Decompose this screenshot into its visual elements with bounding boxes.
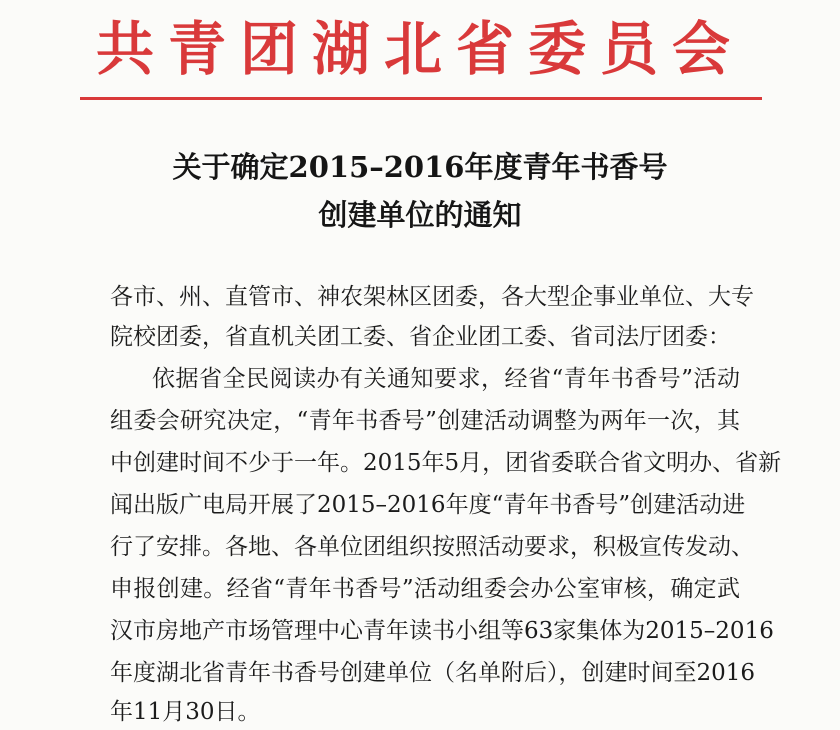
body-line-6: 申报创建。经省“青年书香号”活动组委会办公室审核，确定武 (110, 576, 740, 602)
body-line-3: 中创建时间不少于一年。2015年5月，团省委联合省文明办、省新 (110, 450, 782, 476)
body-line-4: 闻出版广电局开展了2015–2016年度“青年书香号”创建活动进 (110, 492, 746, 518)
body-line-5: 行了安排。各地、各单位团组织按照活动要求，积极宣传发动、 (110, 534, 754, 560)
body-line-1: 依据省全民阅读办有关通知要求，经省“青年书香号”活动 (152, 366, 740, 392)
document-title-line-2: 创建单位的通知 (318, 198, 522, 232)
issuing-organization-header: 共青团湖北省委员会 (95, 15, 744, 83)
body-line-7: 汉市房地产市场管理中心青年读书小组等63家集体为2015–2016 (110, 618, 774, 644)
addressee-line-2: 院校团委，省直机关团工委、省企业团工委、省司法厅团委： (110, 324, 731, 350)
body-line-8: 年度湖北省青年书香号创建单位（名单附后），创建时间至2016 (110, 660, 756, 686)
addressee-line-1: 各市、州、直管市、神农架林区团委，各大型企事业单位、大专 (110, 284, 754, 310)
document-title-line-1: 关于确定2015–2016年度青年书香号 (172, 150, 668, 184)
body-line-9: 年11月30日。 (110, 699, 261, 725)
red-header-rule (80, 97, 762, 100)
body-line-2: 组委会研究决定，“青年书香号”创建活动调整为两年一次，其 (110, 408, 740, 434)
